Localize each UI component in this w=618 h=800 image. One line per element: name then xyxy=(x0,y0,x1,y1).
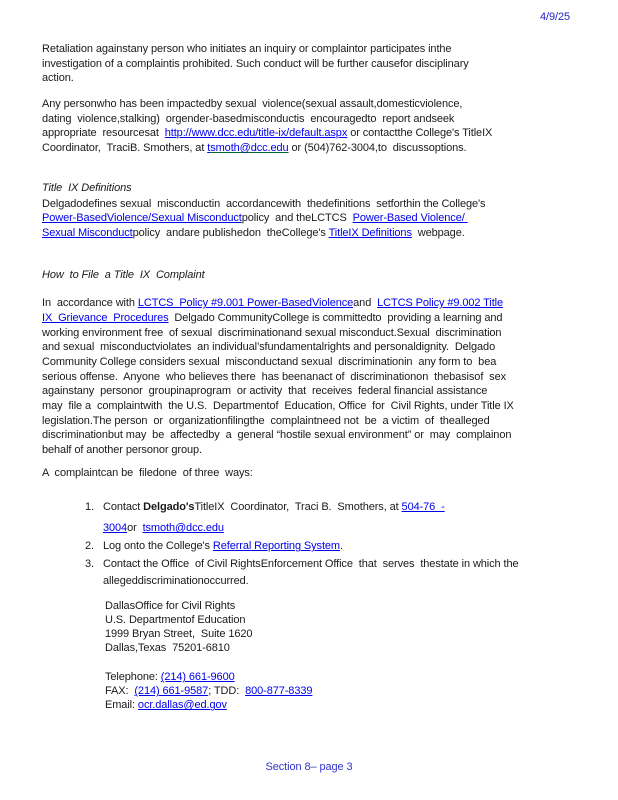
text-line xyxy=(105,599,594,613)
text-line xyxy=(42,326,594,341)
text-run: Delgado CommunityCollege is committedto providing a learning and xyxy=(168,311,503,324)
text-line xyxy=(42,296,594,311)
text-line xyxy=(105,627,594,641)
lctcs-9002-link[interactable]: LCTCS Policy #9.002 Title xyxy=(377,297,504,310)
text-run: againstany personor groupinaprogram or activity that receives federal financial assistance xyxy=(42,385,488,398)
text-line xyxy=(105,641,594,655)
text-run: Any personwho has been impactedby sexual violence(sexual assault,domesticviolence, xyxy=(42,98,463,111)
tsmoth-email-link[interactable]: t xyxy=(207,142,211,155)
text-line xyxy=(105,698,594,712)
paragraph xyxy=(42,466,594,481)
text-run: or (504)762-3004,to discussoptions. xyxy=(288,142,467,155)
text-run: 1999 Bryan Street, Suite 1620 xyxy=(105,628,253,641)
list-number: 3. xyxy=(85,557,94,570)
title-ix-webpage-link[interactable]: http://www.dcc.edu/title-ix/default.aspx xyxy=(164,127,348,140)
referral-reporting-system-link[interactable]: Referral Reporting System xyxy=(212,540,340,553)
list-item xyxy=(85,557,594,572)
text-run: may file a complaintwith the U.S. Departmentof Education, Office for Civil Rights, under Title IX xyxy=(42,400,514,413)
text-run: A complaintcan be filedone of three ways: xyxy=(42,466,253,479)
list-number: 2. xyxy=(85,540,94,553)
paragraph xyxy=(42,97,594,156)
text-run: working environment free of sexual discriminationand sexual misconduct.Sexual discrimination xyxy=(42,326,502,339)
paragraph xyxy=(42,197,594,241)
list-item xyxy=(85,574,594,589)
text-line xyxy=(42,181,594,196)
text-run: Delgadodefines sexual misconductin accordancewith thedefinitions setforthin the College's xyxy=(42,197,486,210)
text-run: discriminationbut may be affectedby a general “hostile sexual environment” or may complainon xyxy=(42,429,512,442)
text-line xyxy=(42,340,594,355)
lctcs-9002-link[interactable]: IX Grievance Procedures xyxy=(42,311,169,324)
text-run: Contact the Office of Civil RightsEnforcement Office that serves thestate in which the xyxy=(103,557,519,570)
text-line xyxy=(42,226,594,241)
section-heading xyxy=(42,268,594,283)
text-run: Dallas,Texas 75201-6810 xyxy=(105,642,230,655)
text-run: and xyxy=(353,297,378,310)
text-run: In accordance with xyxy=(42,297,138,310)
tsmoth-email-link[interactable]: smoth@dcc.edu xyxy=(210,142,289,155)
text-run: Log onto the College's xyxy=(103,540,213,553)
text-line xyxy=(42,428,594,443)
list-item xyxy=(85,500,594,515)
section-heading xyxy=(42,181,594,196)
text-line xyxy=(42,141,594,156)
text-run: DallasOffice for Civil Rights xyxy=(105,600,236,613)
text-run: . xyxy=(340,540,343,553)
text-line xyxy=(105,613,594,627)
text-line xyxy=(42,311,594,326)
text-line xyxy=(42,57,594,72)
text-run: action. xyxy=(42,72,74,85)
text-run: legislation.The person or organizationfilingthe complaintneed not be a victim of thealleged xyxy=(42,414,490,427)
coordinator-phone-link[interactable]: 504-76 - xyxy=(401,500,445,513)
text-run: ; TDD: xyxy=(208,685,246,698)
text-line xyxy=(105,670,594,684)
text-run: appropriate resourcesat xyxy=(42,127,165,140)
lctcs-pbv-policy-link[interactable]: Sexual Misconduct xyxy=(42,226,133,239)
text-run: allegeddiscriminationoccurred. xyxy=(103,574,249,587)
text-run: serious offense. Anyone who believes there has beenanact of discriminationon thebasisof sex xyxy=(42,370,506,383)
lctcs-pbv-policy-link[interactable]: Power-Based Violence/ xyxy=(352,212,468,225)
list-item xyxy=(85,521,594,536)
text-run: TitleIX Coordinator, Traci B. Smothers, at xyxy=(194,500,402,513)
text-run: Title IX Definitions xyxy=(42,181,132,194)
list-number: 1. xyxy=(85,500,94,513)
text-run: Community College considers sexual misconductand sexual discriminationin any form to bea xyxy=(42,356,497,368)
text-run: and sexual misconductviolates an individual’sfundamentalrights and personaldignity. Delgado xyxy=(42,341,496,354)
text-run: or xyxy=(127,522,143,535)
numbered-list xyxy=(42,500,594,589)
text-line xyxy=(105,684,594,698)
text-line xyxy=(42,126,594,141)
list-item xyxy=(85,539,594,554)
text-run: or contactthe College's TitleIX xyxy=(347,127,493,140)
text-run: policy and theLCTCS xyxy=(241,212,353,225)
text-line xyxy=(42,112,594,127)
document-body xyxy=(42,0,594,712)
contact-block xyxy=(105,670,594,712)
coordinator-phone-link[interactable]: 3004 xyxy=(103,522,128,535)
text-line xyxy=(42,399,594,414)
ocr-email-link[interactable]: ocr.dallas@ed.gov xyxy=(137,699,227,712)
title-ix-definitions-link[interactable]: TitleIX Definitions xyxy=(328,226,412,239)
text-line xyxy=(42,268,594,283)
text-line xyxy=(42,384,594,399)
text-line xyxy=(42,414,594,429)
address-block xyxy=(105,599,594,655)
text-line xyxy=(42,466,594,481)
page-footer: Section 8– page 3 xyxy=(265,761,353,773)
text-line xyxy=(42,211,594,226)
text-run: Delgado's xyxy=(143,500,195,513)
text-run: Coordinator, TraciB. Smothers, at xyxy=(42,142,208,155)
text-line xyxy=(42,71,594,86)
text-line xyxy=(42,197,594,212)
date-stamp: 4/9/25 xyxy=(540,11,570,23)
text-line xyxy=(42,370,594,385)
text-run: webpage. xyxy=(411,226,465,239)
college-pbv-policy-link[interactable]: Power-BasedViolence/Sexual Misconduct xyxy=(42,212,242,225)
text-run: Telephone: xyxy=(105,671,161,684)
text-run: How to File a Title IX Complaint xyxy=(42,268,205,281)
text-line xyxy=(42,355,594,370)
text-run: Retaliation againstany person who initiates an inquiry or complaintor participates inthe xyxy=(42,43,452,55)
tsmoth-email-link-2[interactable]: tsmoth@dcc.edu xyxy=(142,522,224,535)
ocr-tdd-link[interactable]: 800-877-8339 xyxy=(245,685,313,698)
text-run: FAX: xyxy=(105,685,135,698)
paragraph xyxy=(42,296,594,458)
text-line xyxy=(42,443,594,458)
text-run: dating violence,stalking) orgender-basedmisconductis encouragedto report andseek xyxy=(42,112,455,125)
text-run: investigation of a complaintis prohibited. Such conduct will be further causefor disciplinary xyxy=(42,57,469,70)
lctcs-9001-link[interactable]: LCTCS Policy #9.001 Power-BasedViolence xyxy=(137,297,354,310)
paragraph xyxy=(42,42,594,86)
text-run: Contact xyxy=(103,500,144,513)
text-run: Email: xyxy=(105,699,138,712)
text-run: U.S. Departmentof Education xyxy=(105,614,246,627)
text-run: behalf of another personor group. xyxy=(42,444,202,457)
text-line xyxy=(42,97,594,112)
ocr-telephone-link[interactable]: (214) 661-9600 xyxy=(160,671,235,684)
text-run: policy andare publishedon theCollege's xyxy=(132,226,329,239)
ocr-fax-link[interactable]: (214) 661-9587 xyxy=(134,685,209,698)
text-line xyxy=(42,42,594,57)
